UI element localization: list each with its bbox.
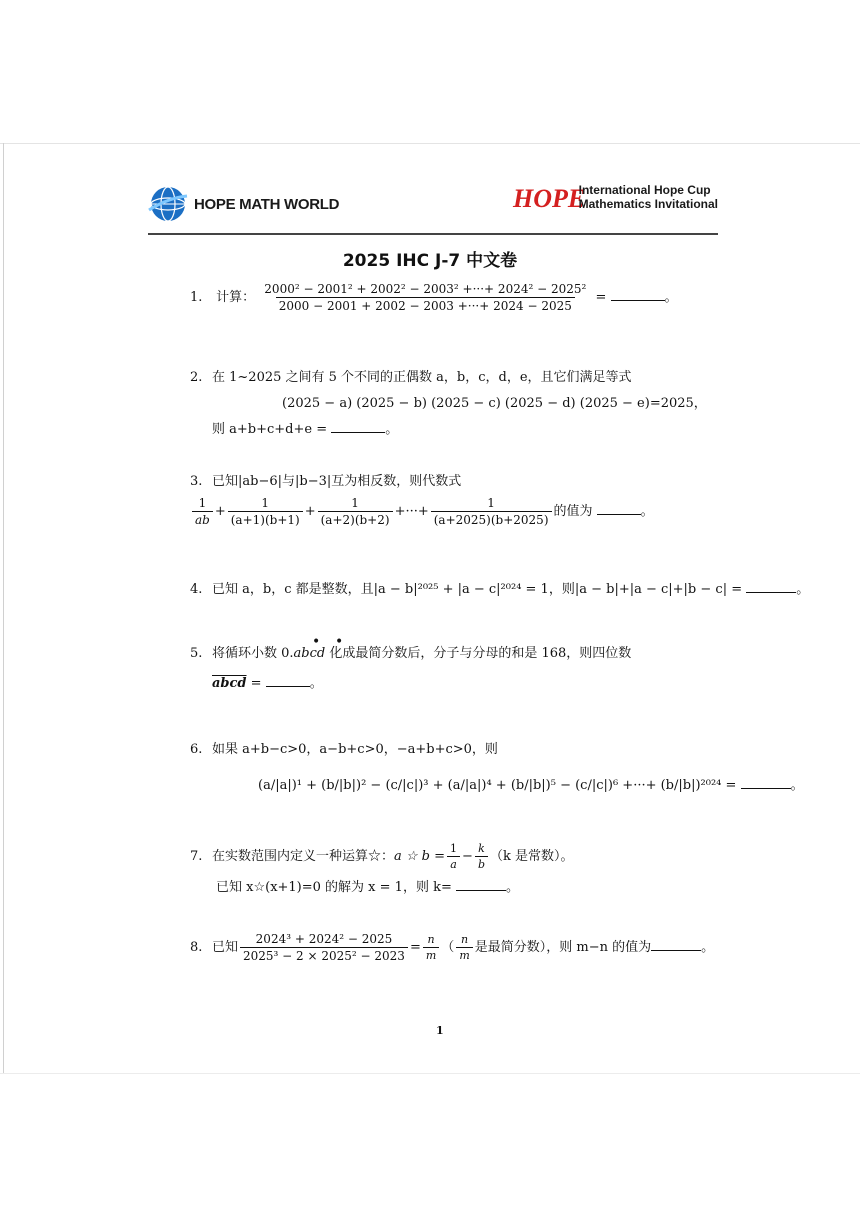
fraction-denominator: m bbox=[423, 947, 439, 962]
period: 。 bbox=[506, 880, 520, 895]
question-text: 则 a+b+c+d+e = bbox=[212, 422, 328, 437]
fraction-numerator: 1 bbox=[450, 842, 458, 855]
hope-logo-letters: HOPE bbox=[512, 184, 585, 213]
fraction bbox=[228, 496, 303, 527]
exam-header bbox=[148, 180, 718, 234]
period: 。 bbox=[701, 940, 715, 955]
question-text: （k 是常数）。 bbox=[490, 849, 574, 864]
operation-lhs: a ☆ b = bbox=[394, 849, 446, 864]
answer-blank[interactable] bbox=[746, 591, 796, 593]
fraction-denominator: ab bbox=[192, 511, 213, 527]
fraction-numerator: 1 bbox=[351, 496, 359, 510]
fraction-numerator: k bbox=[478, 842, 485, 855]
hope-math-world-logo bbox=[148, 184, 339, 224]
period: 。 bbox=[640, 504, 654, 519]
answer-blank[interactable] bbox=[331, 431, 385, 433]
fraction-denominator: b bbox=[475, 856, 488, 871]
question-text: 化成最简分数后，分子与分母的和是 168，则四位数 bbox=[325, 646, 632, 661]
question-text: 在实数范围内定义一种运算☆： bbox=[212, 849, 395, 864]
period: 。 bbox=[790, 778, 804, 793]
fraction-denominator: a bbox=[447, 856, 460, 871]
equation-line: (2025 − a) (2025 − b) (2025 − c) (2025 − d) (2025 − e)=2025， bbox=[282, 396, 707, 411]
repeat-dot-end: • bbox=[335, 634, 344, 650]
fraction bbox=[240, 932, 408, 963]
question-text: 已知|ab−6|与|b−3|互为相反数，则代数式 bbox=[212, 474, 462, 489]
period: 。 bbox=[385, 422, 399, 437]
question-text: 将循环小数 0. bbox=[212, 646, 294, 661]
paren-open: （ bbox=[441, 940, 455, 955]
page-edge bbox=[0, 143, 860, 144]
ihc-line-1: International Hope Cup bbox=[578, 183, 711, 197]
fraction-numerator: n bbox=[460, 933, 469, 946]
question-number: 3. bbox=[190, 474, 203, 489]
period: 。 bbox=[664, 290, 678, 305]
answer-blank[interactable] bbox=[266, 685, 310, 687]
fraction bbox=[431, 496, 552, 527]
fraction bbox=[423, 933, 439, 962]
question-1 bbox=[190, 282, 678, 313]
answer-blank[interactable] bbox=[597, 513, 641, 515]
question-prefix: 已知 bbox=[212, 940, 239, 955]
page-number: 1 bbox=[436, 1024, 444, 1037]
period: 。 bbox=[309, 676, 323, 691]
repeating-digits: abcd bbox=[293, 646, 326, 661]
fraction-denominator: 2000 − 2001 + 2002 − 2003 +···+ 2024 − 2025 bbox=[276, 297, 575, 313]
question-prefix: 计算： bbox=[216, 290, 256, 305]
question-number: 7. bbox=[190, 849, 203, 864]
question-4 bbox=[190, 578, 809, 597]
repeat-dot-start: • bbox=[312, 634, 321, 650]
fraction-numerator: 1 bbox=[198, 496, 207, 510]
answer-blank[interactable] bbox=[611, 299, 665, 301]
ihc-logo bbox=[511, 180, 718, 214]
equals-sign: = bbox=[595, 290, 607, 305]
question-number: 2. bbox=[190, 370, 203, 385]
fraction-denominator: 2025³ − 2 × 2025² − 2023 bbox=[240, 947, 408, 963]
ihc-line-2: Mathematics Invitational bbox=[578, 197, 718, 211]
minus-sign: − bbox=[462, 849, 473, 864]
equals-sign: = bbox=[409, 940, 421, 955]
question-3: 3. 已知|ab−6|与|b−3|互为相反数，则代数式 $\frac{1}{ab}$ + $\frac{1}{(a+1)(b+1)}$ + $\frac{1}{(a+2)(b+2)}$ +···+ $\frac{1}{(a+2025)(b+2025)}$ 的值为 。 bbox=[190, 474, 654, 527]
fraction-denominator: (a+2025)(b+2025) bbox=[431, 511, 552, 527]
fraction-numerator: n bbox=[427, 933, 435, 946]
fraction-numerator: 2000² − 2001² + 2002² − 2003² +···+ 2024² − 2025² bbox=[264, 282, 587, 296]
question-number: 5. bbox=[190, 646, 203, 661]
fraction bbox=[456, 933, 472, 962]
equals-sign: = bbox=[246, 676, 262, 691]
question-2 bbox=[190, 366, 710, 446]
question-8 bbox=[190, 932, 714, 963]
question-text: 已知 x☆(x+1)=0 的解为 x = 1，则 k= bbox=[216, 880, 452, 895]
fraction bbox=[261, 282, 589, 313]
ihc-logo-text bbox=[579, 183, 718, 211]
question-7 bbox=[190, 842, 710, 902]
exam-title: 2025 IHC J-7 中文卷 bbox=[342, 251, 518, 271]
answer-blank[interactable] bbox=[456, 889, 506, 891]
question-text: 是最简分数），则 m−n 的值为 bbox=[474, 940, 652, 955]
question-5 bbox=[190, 634, 710, 702]
period: 。 bbox=[796, 582, 810, 597]
question-text: 已知 a，b，c 都是整数，且|a − b|²⁰²⁵ + |a − c|²⁰²⁴ = 1，则|a − b|+|a − c|+|b − c| = bbox=[212, 582, 743, 597]
question-text: 在 1~2025 之间有 5 个不同的正偶数 a，b，c，d，e，且它们满足等式 bbox=[212, 370, 632, 385]
question-number: 8. bbox=[190, 940, 203, 955]
question-number: 1. bbox=[190, 290, 203, 305]
fraction bbox=[192, 496, 213, 527]
fraction-denominator: (a+1)(b+1) bbox=[228, 511, 303, 527]
left-brand-text: HOPE MATH WORLD bbox=[194, 195, 340, 213]
question-6 bbox=[190, 738, 804, 808]
page-edge-bottom bbox=[0, 1073, 860, 1074]
sign-sum-expression: (a/|a|)¹ + (b/|b|)² − (c/|c|)³ + (a/|a|)⁴ + (b/|b|)⁵ − (c/|c|)⁶ +···+ (b/|b|)²⁰²⁴ = bbox=[258, 778, 737, 793]
header-divider bbox=[148, 233, 718, 235]
answer-blank[interactable] bbox=[741, 787, 791, 789]
ellipsis-plus: +···+ bbox=[394, 504, 429, 519]
fraction-numerator: 1 bbox=[261, 496, 270, 510]
question-text: 的值为 bbox=[553, 504, 593, 519]
fraction-numerator: 2024³ + 2024² − 2025 bbox=[255, 932, 393, 946]
answer-blank[interactable] bbox=[651, 949, 701, 951]
fraction-denominator: (a+2)(b+2) bbox=[318, 511, 393, 527]
hope-logo-icon bbox=[511, 180, 585, 214]
question-text: 如果 a+b−c>0，a−b+c>0，−a+b+c>0，则 bbox=[212, 742, 498, 757]
question-number: 4. bbox=[190, 582, 203, 597]
fraction bbox=[475, 842, 488, 871]
fraction bbox=[318, 496, 393, 527]
page-edge-left bbox=[3, 143, 4, 1073]
question-number: 6. bbox=[190, 742, 203, 757]
globe-logo-icon bbox=[148, 184, 188, 224]
fraction bbox=[447, 842, 460, 871]
fraction-numerator: 1 bbox=[487, 496, 495, 510]
fraction-denominator: m bbox=[456, 947, 472, 962]
overline-number: abcd bbox=[212, 676, 247, 691]
